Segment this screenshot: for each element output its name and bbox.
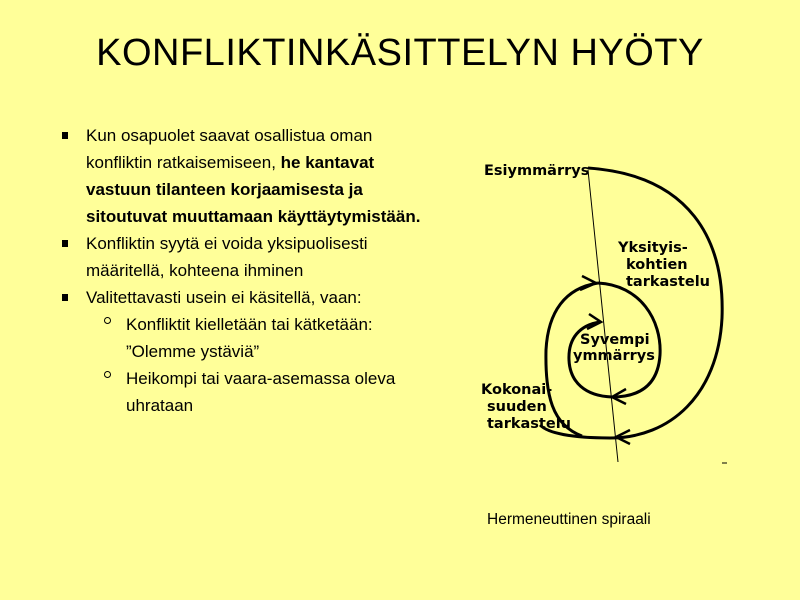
label-esiymmarrys: Esiymmärrys bbox=[484, 163, 590, 179]
arrow-right-icon bbox=[580, 276, 596, 290]
outer-spiral-arc bbox=[540, 168, 722, 438]
square-bullet-icon bbox=[62, 240, 68, 247]
circle-bullet-icon bbox=[104, 371, 111, 378]
label-kokonai-3: tarkastelu bbox=[487, 416, 571, 432]
subbullet-item-2 bbox=[62, 365, 442, 419]
subbullet-1-text: Konfliktit kielletään tai kätketään: ”Olemme ystäviä” bbox=[126, 315, 373, 361]
label-yksityis-1: Yksityis- bbox=[618, 240, 688, 256]
label-syvempi-2: ymmärrys bbox=[573, 348, 655, 364]
square-bullet-icon bbox=[62, 132, 68, 139]
label-yksityis-3: tarkastelu bbox=[626, 274, 710, 290]
circle-bullet-icon bbox=[104, 317, 111, 324]
bullet-1-bold-text: he kantavat vastuun tilanteen korjaamisesta ja sitoutuvat muuttamaan käyttäytymistään. bbox=[86, 153, 421, 226]
label-kokonai-2: suuden bbox=[487, 399, 547, 415]
bullet-item-2 bbox=[62, 230, 442, 284]
label-kokonai-1: Kokonai- bbox=[481, 382, 553, 398]
slide-title: KONFLIKTINKÄSITTELYN HYÖTY bbox=[96, 32, 704, 74]
bullet-item-1 bbox=[62, 122, 442, 230]
subbullet-item-1 bbox=[62, 311, 442, 365]
bullet-list bbox=[62, 122, 442, 419]
bullet-item-3 bbox=[62, 284, 442, 311]
square-bullet-icon bbox=[62, 294, 68, 301]
label-syvempi-1: Syvempi bbox=[580, 332, 650, 348]
subbullet-2-text: Heikompi tai vaara-asemassa oleva uhrataan bbox=[126, 369, 396, 415]
arrow-right-icon bbox=[587, 314, 601, 329]
diagram-caption: Hermeneuttinen spiraali bbox=[487, 511, 651, 528]
bullet-1-text: Kun osapuolet saavat osallistua oman konfliktin ratkaisemiseen, bbox=[86, 126, 373, 172]
hermeneutic-spiral-diagram bbox=[470, 150, 750, 480]
bullet-3-text: Valitettavasti usein ei käsitellä, vaan: bbox=[86, 288, 362, 307]
label-yksityis-2: kohtien bbox=[626, 257, 688, 273]
bullet-2-text: Konfliktin syytä ei voida yksipuolisesti määritellä, kohteena ihminen bbox=[86, 234, 368, 280]
